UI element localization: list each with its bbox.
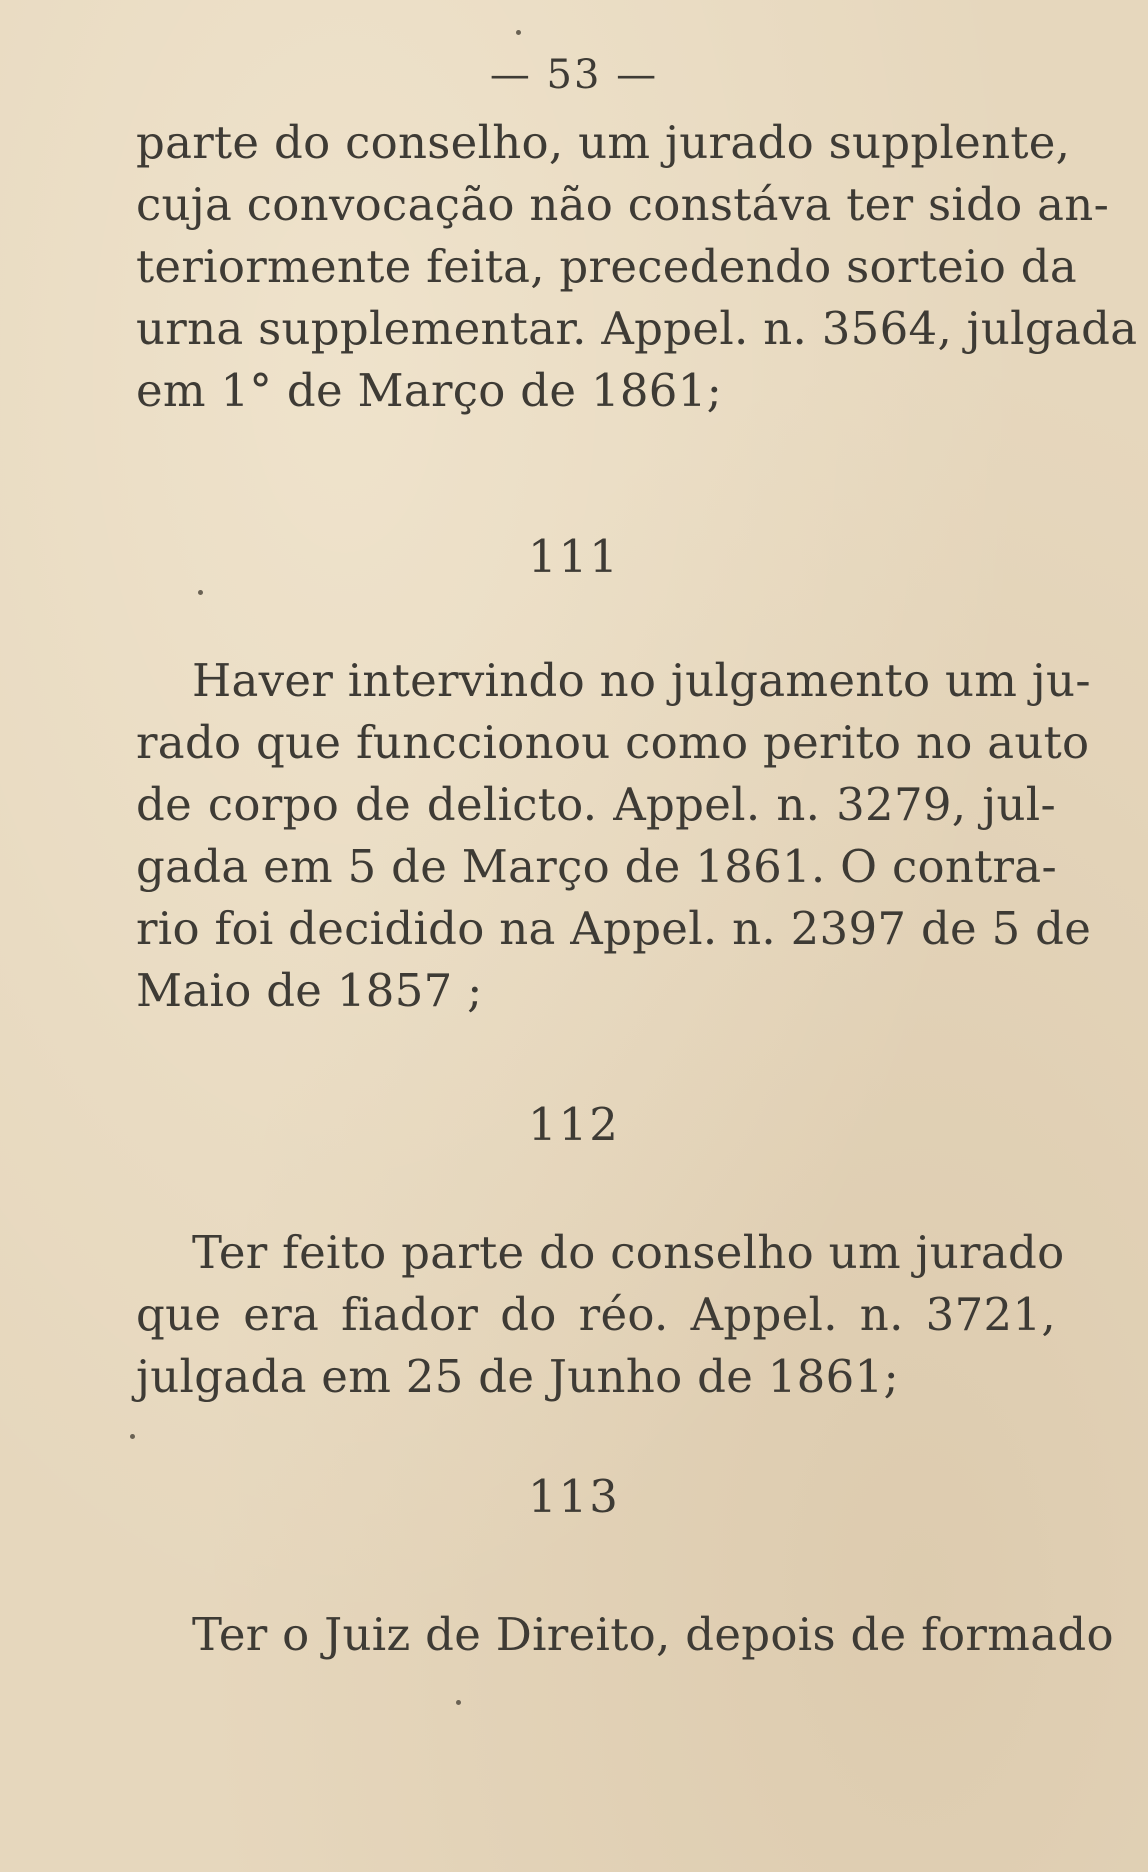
section-number-113: 113	[528, 1470, 620, 1523]
text-line: Maio de 1857 ;	[136, 964, 483, 1017]
section-113-paragraph	[136, 1604, 1114, 1666]
text-line: gada em 5 de Março de 1861. O contra-	[136, 840, 1057, 893]
text-line: urna supplementar. Appel. n. 3564, julgada	[136, 302, 1138, 355]
text-line: julgada em 25 de Junho de 1861;	[136, 1350, 899, 1403]
text-line: rado que funccionou como perito no auto	[136, 716, 1090, 769]
text-line: rio foi decidido na Appel. n. 2397 de 5 de	[136, 902, 1092, 955]
page-number: — 53 —	[489, 52, 659, 98]
ink-speck	[516, 30, 521, 35]
section-number-111: 111	[528, 530, 620, 583]
text-line: de corpo de delicto. Appel. n. 3279, jul-	[136, 778, 1056, 831]
ink-speck	[198, 590, 203, 595]
text-line: Ter o Juiz de Direito, depois de formado	[192, 1608, 1114, 1661]
text-line: que era fiador do réo. Appel. n. 3721,	[136, 1288, 1056, 1341]
section-111-paragraph	[136, 650, 1092, 1022]
paragraph-continued	[136, 112, 1138, 422]
text-line: em 1° de Março de 1861;	[136, 364, 723, 417]
text-line: teriormente feita, precedendo sorteio da	[136, 240, 1077, 293]
text-line: cuja convocação não constáva ter sido an-	[136, 178, 1110, 231]
section-112-paragraph	[136, 1222, 1065, 1408]
text-line: Haver intervindo no julgamento um ju-	[192, 654, 1091, 707]
text-line: parte do conselho, um jurado supplente,	[136, 116, 1071, 169]
ink-speck	[130, 1434, 135, 1439]
section-number-112: 112	[528, 1098, 620, 1151]
ink-speck	[456, 1700, 461, 1705]
text-line: Ter feito parte do conselho um jurado	[192, 1226, 1065, 1279]
